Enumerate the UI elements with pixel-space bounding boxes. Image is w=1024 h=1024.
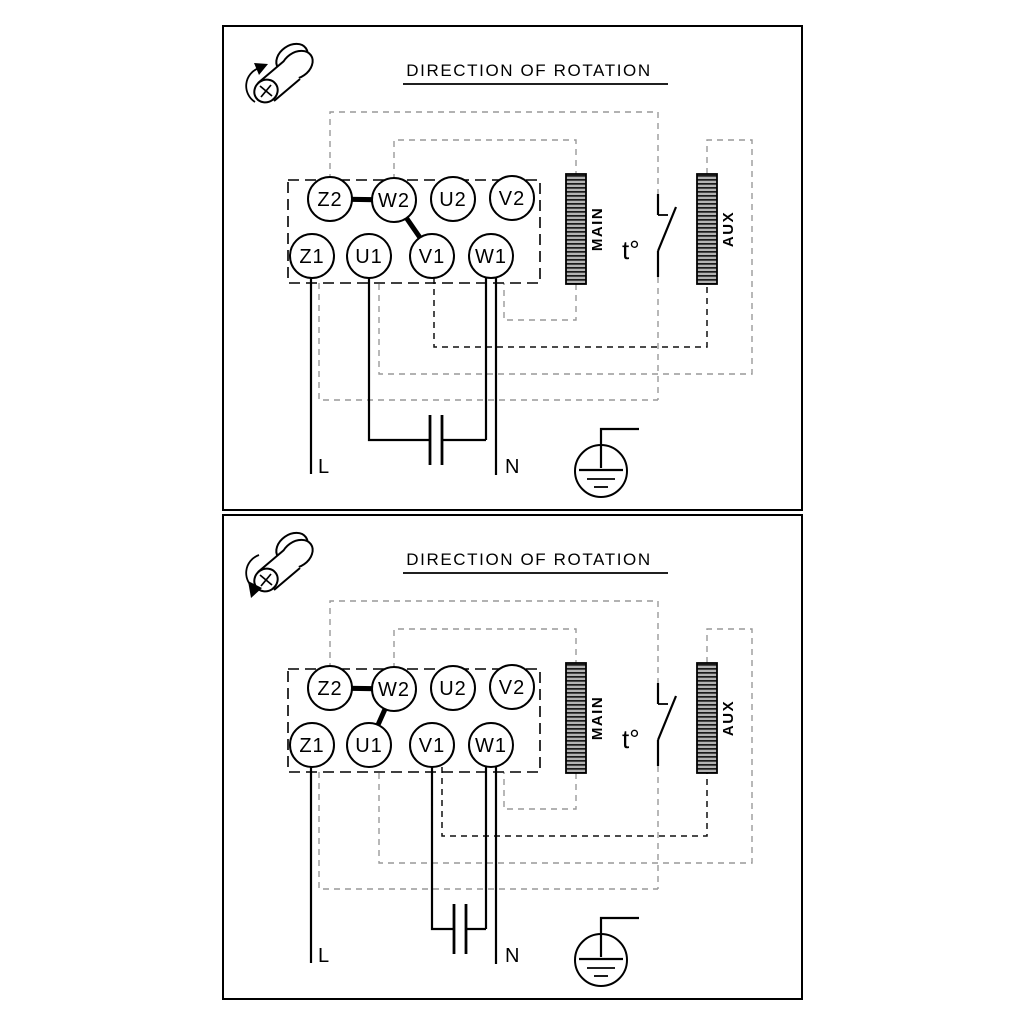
thermal-switch-label: t°: [622, 724, 640, 754]
capacitor-feed-u1: [369, 278, 430, 440]
thermal-switch: [658, 683, 676, 766]
terminal-z2-label: Z2: [317, 189, 343, 211]
wire-w2-to-main-top: [394, 629, 576, 669]
terminal-w1-label: W1: [475, 735, 507, 757]
wire-z2-to-thermal: [330, 112, 658, 180]
terminal-z1-label: Z1: [299, 735, 325, 757]
wire-main-bottom-to-w1: [504, 772, 576, 809]
terminal-w2-label: W2: [378, 679, 410, 701]
wire-w2-to-main-top: [394, 140, 576, 180]
terminal-z1-label: Z1: [299, 246, 325, 268]
capacitor: [454, 904, 466, 954]
main-winding: [566, 174, 586, 284]
wire-z1-to-thermal: [319, 772, 658, 889]
rotation-cw-icon: [246, 38, 318, 107]
terminal-v1-label: V1: [418, 735, 446, 757]
terminal-w2-label: W2: [378, 190, 410, 212]
neutral-label: N: [505, 945, 520, 967]
terminal-v2-label: V2: [498, 188, 526, 210]
aux-winding: [697, 663, 717, 773]
terminal-z2-label: Z2: [317, 678, 343, 700]
wire-v1-to-aux-bottom: [434, 278, 707, 347]
terminal-u1-label: U1: [355, 246, 383, 268]
main-winding-label: MAIN: [589, 206, 606, 252]
rotation-diagram-panel-2: [222, 514, 803, 1000]
aux-winding: [697, 174, 717, 284]
terminal-u2-label: U2: [439, 189, 467, 211]
aux-winding-label: AUX: [720, 699, 737, 737]
line-label: L: [318, 456, 330, 478]
rotation-diagram-panel-1: [222, 25, 803, 511]
terminal-v2-label: V2: [498, 677, 526, 699]
terminal-w1-label: W1: [475, 246, 507, 268]
rotation-ccw-icon: [246, 527, 318, 598]
earth-ground-symbol: [575, 918, 639, 986]
page-title: DIRECTION OF ROTATION: [406, 550, 652, 569]
terminal-u1-label: U1: [355, 735, 383, 757]
thermal-switch: [658, 194, 676, 277]
thermal-switch-label: t°: [622, 235, 640, 265]
wire-main-bottom-to-w1: [504, 283, 576, 320]
capacitor-feed-v1: [432, 767, 454, 929]
wire-v1-to-aux-bottom: [442, 767, 707, 836]
panel-2-drawing: [224, 516, 801, 998]
terminal-v1-label: V1: [418, 246, 446, 268]
main-winding: [566, 663, 586, 773]
neutral-label: N: [505, 456, 520, 478]
wire-z2-to-thermal: [330, 601, 658, 669]
main-winding-label: MAIN: [589, 695, 606, 741]
terminal-u2-label: U2: [439, 678, 467, 700]
line-label: L: [318, 945, 330, 967]
aux-winding-label: AUX: [720, 210, 737, 248]
page-title: DIRECTION OF ROTATION: [406, 61, 652, 80]
panel-1-drawing: [224, 27, 801, 509]
earth-ground-symbol: [575, 429, 639, 497]
capacitor: [430, 415, 442, 465]
